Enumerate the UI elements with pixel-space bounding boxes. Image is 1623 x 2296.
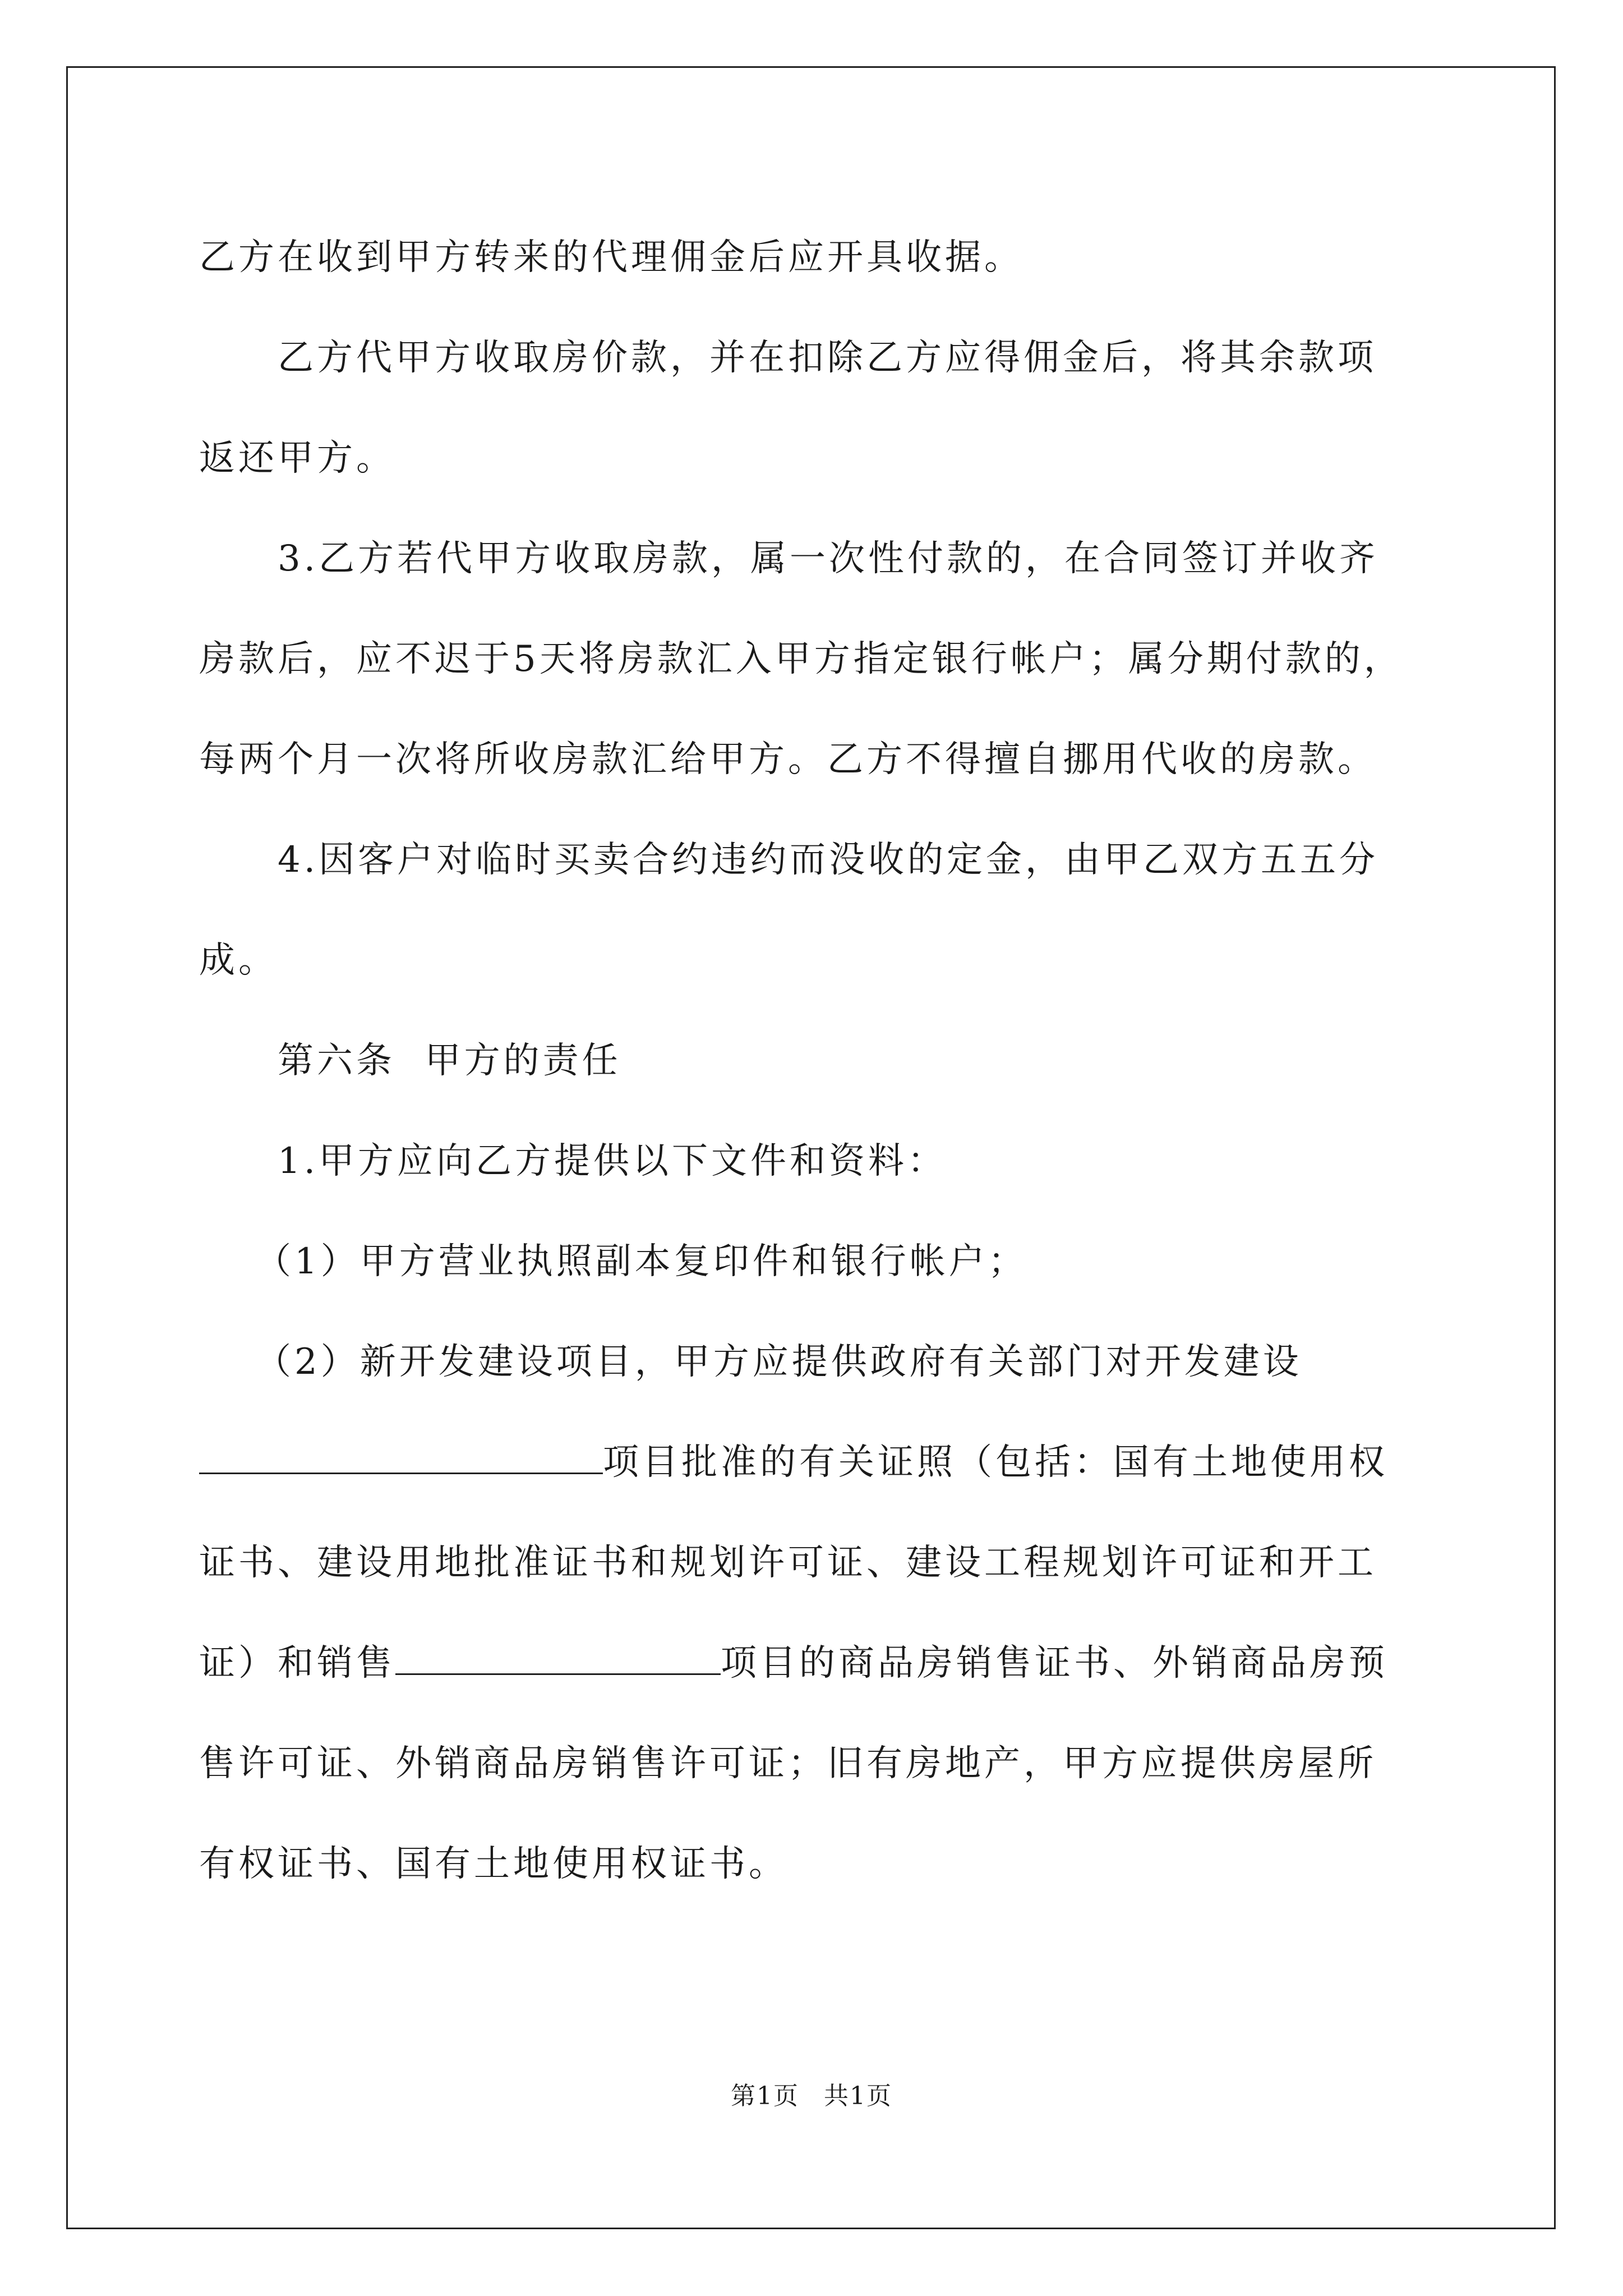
heading-text: 第六条 甲方的责任: [278, 1040, 621, 1082]
page-number: 第1页: [731, 2082, 799, 2110]
text-line: （2）新开发建设项目，甲方应提供政府有关部门对开发建设: [255, 1341, 1302, 1383]
text-segment: 项目批准的有关证照（包括：国有土地使用权: [603, 1442, 1388, 1483]
paragraph-subitem-2: [199, 1312, 1427, 1412]
text-line: 乙方在收到甲方转来的代理佣金后应开具收据。: [199, 237, 1023, 278]
text-line: 房款后，应不迟于5天将房款汇入甲方指定银行帐户；属分期付款的，: [199, 638, 1403, 680]
fill-in-blank[interactable]: [395, 1640, 721, 1675]
page-footer: [0, 2076, 1623, 2111]
text-line: 乙方代甲方收取房价款，并在扣除乙方应得佣金后，将其余款项: [278, 337, 1377, 379]
text-line: [199, 1412, 1427, 1513]
document-body: [199, 208, 1427, 1915]
text-line: [199, 1613, 1427, 1714]
paragraph-clause-3: [199, 509, 1427, 810]
text-line: 售许可证、外销商品房销售许可证；旧有房地产，甲方应提供房屋所: [199, 1743, 1377, 1784]
text-line: 证书、建设用地批准证书和规划许可证、建设工程规划许可证和开工: [199, 1542, 1377, 1584]
paragraph-clause-4: [199, 810, 1427, 1011]
text-line: 每两个月一次将所收房款汇给甲方。乙方不得擅自挪用代收的房款。: [199, 739, 1377, 780]
text-line: 3.乙方若代甲方收取房款，属一次性付款的，在合同签订并收齐: [278, 538, 1379, 579]
text-line: 1.甲方应向乙方提供以下文件和资料：: [278, 1140, 947, 1182]
text-segment: 项目的商品房销售证书、外销商品房预: [721, 1642, 1388, 1684]
text-segment: 证）和销售: [199, 1642, 395, 1684]
text-line: （1）甲方营业执照副本复印件和银行帐户；: [255, 1241, 1027, 1282]
section-heading: [199, 1011, 1427, 1111]
paragraph-subitem-1: [199, 1212, 1427, 1312]
text-line: 返还甲方。: [199, 438, 395, 479]
text-line: 有权证书、国有土地使用权证书。: [199, 1843, 788, 1885]
page-total: 共1页: [824, 2082, 892, 2110]
text-line: 4.因客户对临时买卖合约违约而没收的定金，由甲乙双方五五分: [278, 839, 1379, 881]
fill-in-blank[interactable]: [199, 1439, 603, 1474]
paragraph-subitem-2-cont: [199, 1412, 1427, 1915]
paragraph-collect-price: [199, 308, 1427, 509]
paragraph-item-1: [199, 1111, 1427, 1212]
text-line: 成。: [199, 940, 278, 981]
paragraph-receipt: [199, 208, 1427, 308]
